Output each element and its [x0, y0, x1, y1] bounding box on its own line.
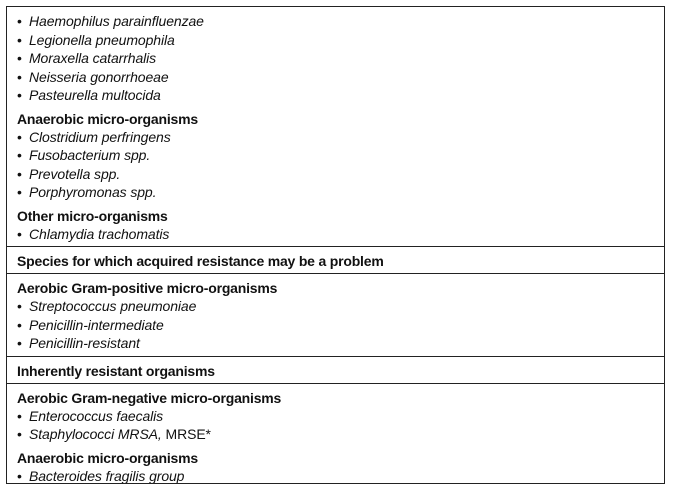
list-item — [17, 146, 654, 165]
bullet-glyph: • — [17, 316, 22, 333]
bullet-glyph: • — [17, 31, 22, 48]
bullet-glyph: • — [17, 426, 22, 442]
organism-group — [17, 279, 654, 353]
organism-group — [17, 12, 654, 105]
list-item — [17, 425, 654, 444]
list-item — [17, 297, 654, 316]
table-section — [7, 357, 664, 384]
bullet-glyph: • — [17, 165, 22, 182]
bullet-glyph: • — [17, 467, 22, 484]
list-item — [17, 225, 654, 244]
list-item — [17, 183, 654, 202]
list-item — [17, 467, 654, 485]
bullet-glyph: • — [17, 335, 22, 351]
bullet-glyph: • — [17, 147, 22, 163]
organism-name: Enterococcus faecalis — [29, 407, 164, 424]
organism-group — [17, 110, 654, 202]
table-section — [7, 384, 664, 485]
list-item — [17, 165, 654, 184]
bullet-glyph: • — [17, 128, 22, 145]
list-item — [17, 407, 654, 426]
bullet-glyph: • — [17, 407, 22, 424]
bullet-glyph: • — [17, 13, 22, 29]
organism-name: Legionella pneumophila — [29, 31, 175, 48]
bullet-glyph: • — [17, 87, 22, 103]
organism-name: Chlamydia trachomatis — [29, 225, 170, 242]
group-title: Anaerobic micro-organisms — [17, 449, 198, 466]
organism-name: Neisseria gonorrhoeae — [29, 68, 169, 85]
list-item — [17, 68, 654, 87]
organism-name: Staphylococci MRSA, — [29, 426, 162, 442]
bullet-glyph: • — [17, 298, 22, 314]
organism-name: Pasteurella multocida — [29, 87, 161, 103]
table-section — [7, 274, 664, 357]
list-item — [17, 12, 654, 31]
bullet-glyph: • — [17, 50, 22, 66]
list-item — [17, 334, 654, 353]
list-item — [17, 31, 654, 50]
group-title: Anaerobic micro-organisms — [17, 110, 198, 127]
section-heading: Inherently resistant organisms — [17, 362, 215, 379]
organism-name: Streptococcus pneumoniae — [29, 298, 197, 314]
organism-name: Penicillin-resistant — [29, 335, 140, 351]
organism-name: Bacteroides fragilis group — [29, 467, 185, 484]
bullet-glyph: • — [17, 225, 22, 242]
organism-group — [17, 449, 654, 485]
organism-group — [17, 389, 654, 444]
susceptibility-table — [6, 6, 665, 484]
table-section — [7, 7, 664, 247]
section-heading: Species for which acquired resistance may be a problem — [17, 253, 384, 269]
table-section — [7, 247, 664, 274]
list-item — [17, 86, 654, 105]
organism-name: Porphyromonas spp. — [29, 184, 157, 200]
bullet-glyph: • — [17, 184, 22, 200]
organism-name: Haemophilus parainfluenzae — [29, 13, 204, 29]
group-title: Other micro-organisms — [17, 207, 168, 224]
organism-name: Clostridium perfringens — [29, 128, 171, 145]
list-item — [17, 316, 654, 335]
list-item — [17, 49, 654, 68]
organism-name: Moraxella catarrhalis — [29, 50, 157, 66]
organism-suffix: MRSE* — [161, 426, 211, 442]
organism-group — [17, 207, 654, 244]
organism-name: Penicillin-intermediate — [29, 316, 164, 333]
bullet-glyph: • — [17, 68, 22, 85]
organism-name: Prevotella spp. — [29, 165, 121, 182]
group-title: Aerobic Gram-positive micro-organisms — [17, 280, 278, 296]
list-item — [17, 128, 654, 147]
group-title: Aerobic Gram-negative micro-organisms — [17, 389, 282, 406]
organism-name: Fusobacterium spp. — [29, 147, 151, 163]
